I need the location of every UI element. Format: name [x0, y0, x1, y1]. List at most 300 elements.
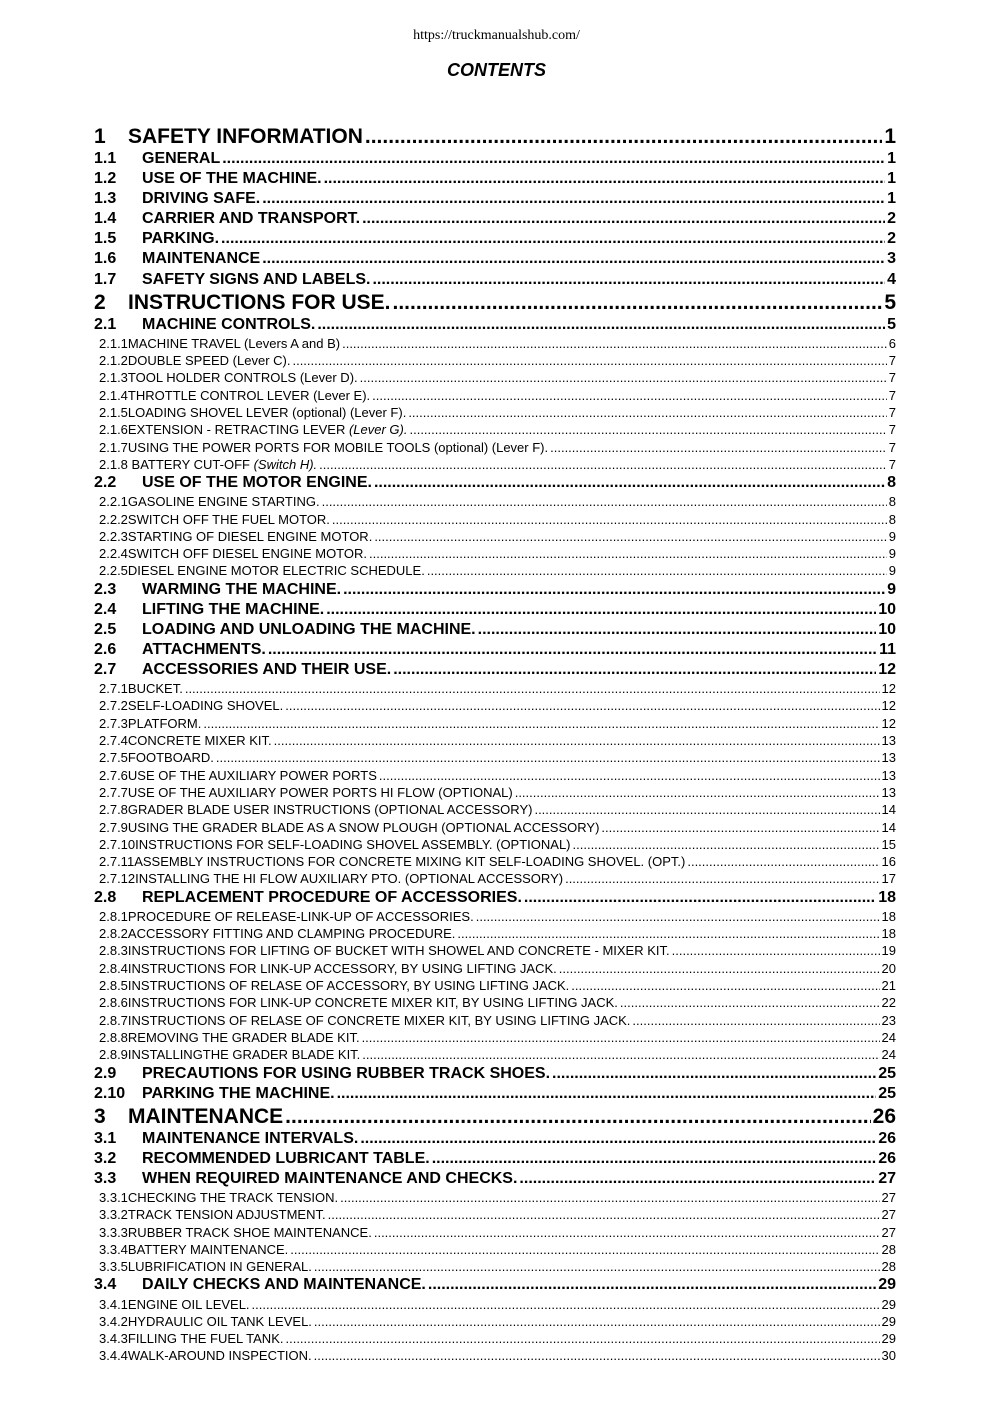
toc-entry[interactable] [94, 994, 896, 1011]
toc-entry-title-text: RUBBER TRACK SHOE MAINTENANCE. [127, 1224, 372, 1240]
toc-entry-title [128, 511, 330, 528]
toc-entry-page: 10 [878, 620, 896, 638]
toc-entry-title [128, 1104, 283, 1129]
toc-entry[interactable] [94, 942, 896, 959]
toc-entry-number: 2.7.10 [99, 836, 136, 852]
toc-entry[interactable] [94, 1149, 896, 1169]
dot-leader [374, 528, 886, 545]
toc-entry-page: 9 [888, 528, 896, 544]
toc-entry[interactable] [94, 124, 896, 149]
toc-entry-page: 29 [881, 1331, 896, 1347]
dot-leader [362, 209, 885, 229]
toc-entry-number: 2.4 [94, 600, 117, 618]
toc-entry-title-text: THROTTLE CONTROL LEVER (Lever E). [127, 387, 371, 403]
toc-entry-page: 2 [887, 210, 896, 228]
toc-entry[interactable] [94, 1012, 896, 1029]
toc-entry-title-text: REPLACEMENT PROCEDURE OF ACCESSORIES. [142, 888, 522, 906]
dot-leader [672, 942, 880, 959]
toc-entry-number: 3 [94, 1104, 106, 1128]
toc-entry-title-text: USE OF THE AUXILIARY POWER PORTS [127, 767, 377, 783]
toc-entry-title-text: INSTRUCTIONS FOR LIFTING OF BUCKET WITH SHOWEL AND CONCRETE - MIXER KIT. [127, 943, 670, 959]
toc-entry-number: 1.6 [94, 250, 117, 268]
toc-entry-page: 7 [888, 422, 896, 438]
toc-entry-title [128, 960, 557, 977]
dot-leader [324, 169, 886, 189]
toc-entry[interactable] [94, 660, 896, 680]
dot-leader [552, 1064, 876, 1084]
toc-entry-title [142, 1275, 426, 1295]
dot-leader [409, 421, 886, 438]
toc-entry-number: 2.7.1 [99, 681, 128, 697]
toc-entry-title-text: INSTRUCTIONS OF RELASE OF ACCESSORY, BY USING LIFTING JACK. [127, 978, 570, 994]
toc-entry-number: 2.1.2 [99, 353, 128, 369]
dot-leader [185, 680, 880, 697]
toc-entry-page: 10 [878, 600, 896, 618]
dot-leader [314, 1258, 880, 1275]
toc-entry-title-text: MACHINE TRAVEL (Levers A and B) [127, 335, 341, 351]
toc-entry-page: 7 [888, 456, 896, 472]
toc-entry[interactable] [94, 1064, 896, 1084]
toc-entry-number: 2 [94, 290, 106, 314]
toc-entry-title [128, 1313, 312, 1330]
toc-entry[interactable] [94, 315, 896, 335]
toc-entry[interactable] [94, 369, 896, 386]
dot-leader [216, 749, 880, 766]
toc-entry[interactable] [94, 1258, 896, 1275]
toc-entry[interactable] [94, 335, 896, 352]
toc-entry-number: 3.4.4 [99, 1348, 128, 1364]
toc-entry[interactable] [94, 732, 896, 749]
toc-entry-title [128, 290, 391, 315]
toc-entry-title [128, 369, 358, 386]
toc-entry-title-text: BUCKET. [127, 681, 183, 697]
toc-entry[interactable] [94, 1224, 896, 1241]
toc-entry-title [128, 1206, 326, 1223]
toc-entry-title-text: EXTENSION - RETRACTING LEVER [127, 422, 349, 438]
toc-entry-title [128, 335, 340, 352]
toc-entry-title-emphasis: (Lever G). [348, 422, 408, 438]
toc-entry-number: 2.8.5 [99, 978, 128, 994]
toc-entry-title-text: PLATFORM. [127, 715, 202, 731]
toc-entry-title-text: DAILY CHECKS AND MAINTENANCE. [142, 1276, 426, 1294]
toc-entry-number: 2.7 [94, 661, 117, 679]
toc-entry-title [128, 1224, 372, 1241]
toc-entry-title [128, 439, 548, 456]
toc-entry-title-text: REMOVING THE GRADER BLADE KIT. [127, 1029, 360, 1045]
toc-entry-number: 1.3 [94, 190, 117, 208]
toc-entry-title [128, 545, 367, 562]
toc-entry[interactable] [94, 767, 896, 784]
toc-entry[interactable] [94, 784, 896, 801]
toc-entry-number: 2.8.8 [99, 1029, 128, 1045]
toc-entry-page: 2 [887, 230, 896, 248]
dot-leader [326, 600, 876, 620]
toc-entry[interactable] [94, 640, 896, 660]
toc-entry-number: 2.6 [94, 640, 117, 658]
toc-entry-page: 22 [881, 995, 896, 1011]
toc-entry-number: 2.2.1 [99, 494, 128, 510]
toc-entry-title [128, 1046, 360, 1063]
toc-entry-title-emphasis: (Switch H). [253, 456, 318, 472]
toc-entry-number: 2.1.3 [99, 370, 128, 386]
toc-entry-page: 9 [888, 546, 896, 562]
toc-entry-title [142, 620, 476, 640]
toc-entry-number: 2.8.9 [99, 1047, 128, 1063]
toc-entry[interactable] [94, 1296, 896, 1313]
toc-entry[interactable] [94, 1241, 896, 1258]
toc-entry-number: 3.3.4 [99, 1241, 128, 1257]
toc-entry-number: 2.3 [94, 580, 117, 598]
toc-entry-title-text: USING THE GRADER BLADE AS A SNOW PLOUGH (OPTIONAL ACCESSORY) [127, 819, 600, 835]
dot-leader [374, 1224, 880, 1241]
toc-entry-title-text: FOOTBOARD. [127, 750, 214, 766]
toc-entry-page: 1 [884, 125, 896, 148]
toc-entry[interactable] [94, 209, 896, 229]
toc-entry-number: 3.3.3 [99, 1224, 128, 1240]
toc-entry-title-text: PARKING THE MACHINE. [142, 1084, 335, 1102]
toc-entry[interactable] [94, 511, 896, 528]
dot-leader [428, 1275, 876, 1295]
toc-entry[interactable] [94, 715, 896, 732]
toc-entry-title-text: TOOL HOLDER CONTROLS (Lever D). [127, 370, 358, 386]
toc-entry[interactable] [94, 1129, 896, 1149]
toc-entry[interactable] [94, 473, 896, 493]
dot-leader [687, 853, 879, 870]
dot-leader [393, 290, 883, 315]
dot-leader [515, 784, 880, 801]
toc-entry[interactable] [94, 387, 896, 404]
toc-entry[interactable] [94, 1189, 896, 1206]
dot-leader [620, 994, 880, 1011]
toc-entry-number: 3.4.2 [99, 1313, 128, 1329]
toc-entry-title-text: INSTRUCTIONS FOR LINK-UP CONCRETE MIXER KIT, BY USING LIFTING JACK. [127, 995, 618, 1011]
toc-entry[interactable] [94, 528, 896, 545]
toc-entry-page: 25 [878, 1064, 896, 1082]
toc-entry-number: 1.2 [94, 170, 117, 188]
toc-entry-page: 21 [881, 978, 896, 994]
toc-entry[interactable] [94, 749, 896, 766]
toc-entry-title-text: SAFETY SIGNS AND LABELS. [142, 270, 371, 288]
dot-leader [369, 545, 887, 562]
toc-entry-number: 2.8.6 [99, 995, 128, 1011]
toc-entry-number: 2.7.4 [99, 733, 128, 749]
toc-entry[interactable] [94, 169, 896, 189]
toc-entry-number: 2.8.7 [99, 1012, 128, 1028]
toc-entry[interactable] [94, 870, 896, 887]
toc-entry-title-text: ENGINE OIL LEVEL. [127, 1296, 250, 1312]
toc-entry-page: 19 [881, 943, 896, 959]
dot-leader [573, 836, 880, 853]
toc-entry-title-text: SWITCH OFF DIESEL ENGINE MOTOR. [127, 546, 367, 562]
toc-entry-page: 15 [881, 836, 896, 852]
toc-entry[interactable] [94, 1046, 896, 1063]
toc-entry-title [142, 209, 360, 229]
toc-entry-page: 13 [881, 750, 896, 766]
toc-entry-title [128, 1012, 631, 1029]
toc-entry[interactable] [94, 229, 896, 249]
toc-entry-title [128, 1330, 284, 1347]
dot-leader [314, 1313, 880, 1330]
toc-entry-title-text: FILLING THE FUEL TANK. [127, 1331, 284, 1347]
dot-leader [285, 1104, 870, 1129]
toc-entry-title [128, 942, 670, 959]
toc-entry-title [142, 660, 391, 680]
toc-entry-title [142, 189, 260, 209]
toc-entry-title-text: ASSEMBLY INSTRUCTIONS FOR CONCRETE MIXING KIT SELF-LOADING SHOVEL. (OPT.) [134, 854, 686, 870]
toc-entry[interactable] [94, 1347, 896, 1364]
toc-entry-title [128, 1347, 312, 1364]
toc-entry-title-text: PARKING. [142, 230, 220, 248]
toc-entry-title [128, 925, 455, 942]
toc-entry-title-text: GASOLINE ENGINE STARTING. [127, 494, 320, 510]
toc-entry-number: 2.1.4 [99, 387, 128, 403]
dot-leader [222, 149, 885, 169]
toc-entry-page: 18 [881, 926, 896, 942]
toc-entry-page: 12 [881, 681, 896, 697]
toc-entry-title [128, 977, 569, 994]
dot-leader [571, 977, 879, 994]
toc-entry-title [128, 1296, 250, 1313]
toc-entry-page: 27 [878, 1169, 896, 1187]
dot-leader [476, 908, 880, 925]
toc-entry-title [128, 801, 533, 818]
toc-entry[interactable] [94, 925, 896, 942]
toc-entry-title-text: CONCRETE MIXER KIT. [127, 733, 272, 749]
toc-entry-title-text: ATTACHMENTS. [142, 640, 266, 658]
toc-entry[interactable] [94, 580, 896, 600]
dot-leader [632, 1012, 879, 1029]
toc-entry-page: 27 [881, 1224, 896, 1240]
toc-entry[interactable] [94, 853, 896, 870]
toc-entry[interactable] [94, 697, 896, 714]
toc-entry-page: 5 [884, 290, 896, 314]
toc-entry[interactable] [94, 270, 896, 290]
toc-entry-page: 23 [881, 1012, 896, 1028]
toc-entry[interactable] [94, 149, 896, 169]
toc-entry-title [142, 600, 324, 620]
toc-entry-page: 29 [881, 1313, 896, 1329]
toc-entry[interactable] [94, 600, 896, 620]
toc-entry[interactable] [94, 189, 896, 209]
toc-entry-title-text: LOADING SHOVEL LEVER (optional) (Lever F). [127, 404, 407, 420]
dot-leader [319, 456, 887, 473]
dot-leader [221, 229, 885, 249]
toc-entry[interactable] [94, 801, 896, 818]
toc-entry[interactable] [94, 1313, 896, 1330]
toc-entry-title [142, 640, 266, 660]
dot-leader [268, 640, 877, 660]
toc-entry-page: 26 [878, 1129, 896, 1147]
toc-entry-number: 1 [94, 125, 106, 148]
toc-entry-page: 9 [887, 580, 896, 598]
dot-leader [362, 1046, 879, 1063]
toc-entry[interactable] [94, 249, 896, 269]
toc-entry-title-text: LIFTING THE MACHINE. [142, 600, 325, 618]
toc-entry-title-text: INSTALLINGTHE GRADER BLADE KIT. [127, 1047, 361, 1063]
toc-entry-title-text: SWITCH OFF THE FUEL MOTOR. [127, 511, 330, 527]
toc-entry-number: 2.1 [94, 315, 117, 333]
dot-leader [374, 473, 885, 493]
toc-entry-page: 3 [887, 250, 896, 268]
toc-entry-title-text: PRECAUTIONS FOR USING RUBBER TRACK SHOES. [142, 1064, 551, 1082]
toc-entry-number: 2.5 [94, 620, 117, 638]
toc-entry-title [142, 270, 370, 290]
toc-entry[interactable] [94, 493, 896, 510]
toc-entry-title-text: PROCEDURE OF RELEASE-LINK-UP OF ACCESSORIES. [127, 908, 474, 924]
toc-entry[interactable] [94, 819, 896, 836]
dot-leader [365, 124, 882, 149]
toc-entry[interactable] [94, 352, 896, 369]
toc-entry-title [128, 493, 320, 510]
toc-entry-page: 18 [881, 908, 896, 924]
dot-leader [285, 1330, 879, 1347]
toc-entry-number: 1.1 [94, 150, 117, 167]
dot-leader [457, 925, 879, 942]
toc-entry[interactable] [94, 1330, 896, 1347]
toc-entry[interactable] [94, 1275, 896, 1295]
dot-leader [408, 404, 886, 421]
dot-leader [343, 580, 885, 600]
toc-entry-number: 1.7 [94, 270, 117, 288]
dot-leader [290, 1241, 879, 1258]
toc-entry-title [142, 1149, 430, 1169]
toc-entry-number: 2.7.8 [99, 802, 128, 818]
toc-entry-page: 20 [881, 960, 896, 976]
toc-entry-title-text: TRACK TENSION ADJUSTMENT. [127, 1207, 326, 1223]
toc-entry-title-text: GENERAL [142, 150, 221, 167]
toc-entry-page: 8 [888, 511, 896, 527]
toc-entry-number: 3.3.5 [99, 1259, 128, 1275]
toc-entry[interactable] [94, 1029, 896, 1046]
dot-leader [524, 888, 876, 908]
toc-entry-title [142, 888, 522, 908]
toc-entry-title-text: INSTRUCTIONS FOR SELF-LOADING SHOVEL ASSEMBLY. (OPTIONAL) [135, 836, 571, 852]
toc-entry-title-text: USE OF THE MOTOR ENGINE. [142, 474, 372, 492]
toc-entry-number: 2.2 [94, 474, 117, 492]
toc-entry[interactable] [94, 1169, 896, 1189]
toc-entry[interactable] [94, 421, 896, 438]
toc-entry-title [128, 1029, 360, 1046]
toc-entry-page: 25 [878, 1084, 896, 1102]
dot-leader [372, 387, 887, 404]
toc-entry[interactable] [94, 1104, 896, 1129]
dot-leader [559, 960, 880, 977]
toc-entry-number: 2.1.6 [99, 422, 128, 438]
dot-leader [262, 189, 885, 209]
toc-entry[interactable] [94, 1206, 896, 1223]
toc-entry-number: 2.7.12 [99, 871, 136, 887]
toc-entry-number: 2.8 [94, 888, 117, 906]
toc-entry-title-text: ACCESSORY FITTING AND CLAMPING PROCEDURE. [127, 926, 456, 942]
toc-entry-title [128, 1258, 312, 1275]
toc-entry-title-text: CHECKING THE TRACK TENSION. [127, 1189, 339, 1205]
toc-entry[interactable] [94, 960, 896, 977]
toc-entry[interactable] [94, 977, 896, 994]
toc-entry-title [128, 404, 406, 421]
toc-entry-title-text: GRADER BLADE USER INSTRUCTIONS (OPTIONAL ACCESSORY) [127, 802, 533, 818]
dot-leader [432, 1149, 877, 1169]
toc-entry-number: 2.8.3 [99, 943, 128, 959]
toc-entry[interactable] [94, 888, 896, 908]
toc-entry[interactable] [94, 439, 896, 456]
toc-entry-title-text: DOUBLE SPEED (Lever C). [127, 353, 291, 369]
toc-entry-title [142, 315, 315, 335]
toc-entry-title [128, 697, 283, 714]
toc-entry[interactable] [94, 680, 896, 697]
toc-entry-page: 18 [878, 888, 896, 906]
toc-entry-number: 1.4 [94, 210, 117, 228]
dot-leader [332, 511, 887, 528]
toc-entry-title [142, 1064, 550, 1084]
toc-entry-title [128, 562, 425, 579]
toc-entry-number: 3.3.1 [99, 1189, 128, 1205]
toc-entry-title [128, 994, 618, 1011]
toc-entry-number: 2.2.4 [99, 546, 128, 562]
toc-entry-number: 2.1.1 [99, 335, 128, 351]
toc-entry[interactable] [94, 908, 896, 925]
toc-entry-number: 2.8.2 [99, 926, 128, 942]
toc-entry-title [128, 819, 600, 836]
dot-leader [285, 697, 879, 714]
toc-entry-page: 27 [881, 1207, 896, 1223]
toc-entry-title-text: INSTALLING THE HI FLOW AUXILIARY PTO. (OPTIONAL ACCESSORY) [135, 871, 564, 887]
toc-entry[interactable] [94, 836, 896, 853]
toc-entry[interactable] [94, 404, 896, 421]
toc-entry-title [135, 836, 570, 853]
toc-entry-title [128, 908, 474, 925]
toc-entry[interactable] [94, 456, 896, 473]
toc-entry-title-text: INSTRUCTIONS FOR LINK-UP ACCESSORY, BY USING LIFTING JACK. [127, 960, 557, 976]
toc-entry-page: 7 [888, 370, 896, 386]
toc-entry-page: 12 [881, 698, 896, 714]
toc-entry-number: 2.7.11 [99, 854, 135, 870]
toc-entry-page: 26 [878, 1149, 896, 1167]
toc-entry-title-text: LUBRIFICATION IN GENERAL. [127, 1259, 312, 1275]
toc-entry[interactable] [94, 545, 896, 562]
toc-entry[interactable] [94, 620, 896, 640]
toc-entry-title [128, 528, 372, 545]
toc-entry-page: 7 [888, 353, 896, 369]
toc-entry-page: 14 [881, 819, 896, 835]
toc-entry-title-text: INSTRUCTIONS FOR USE. [128, 290, 391, 314]
source-url[interactable]: https://truckmanualshub.com/ [413, 28, 580, 43]
dot-leader [360, 1129, 876, 1149]
toc-entry-title [128, 1241, 288, 1258]
toc-entry-page: 6 [888, 335, 896, 351]
toc-entry-title-text: WALK-AROUND INSPECTION. [127, 1348, 312, 1364]
toc-entry-title-text: WHEN REQUIRED MAINTENANCE AND CHECKS. [142, 1169, 518, 1187]
toc-entry-title [142, 249, 260, 269]
toc-entry-page: 7 [888, 387, 896, 403]
toc-entry-title [128, 732, 272, 749]
toc-entry-title [142, 473, 372, 493]
dot-leader [274, 732, 880, 749]
toc-entry-number: 3.3 [94, 1169, 117, 1187]
dot-leader [252, 1296, 880, 1313]
toc-entry-number: 2.7.3 [99, 715, 128, 731]
toc-entry[interactable] [94, 290, 896, 315]
toc-entry-title-text: RECOMMENDED LUBRICANT TABLE. [142, 1149, 430, 1167]
toc-entry-title [128, 124, 363, 149]
toc-entry-title [128, 387, 370, 404]
dot-leader [317, 315, 885, 335]
toc-entry-title [99, 456, 317, 473]
dot-leader [393, 660, 876, 680]
toc-entry[interactable] [94, 562, 896, 579]
toc-entry-title-text: USING THE POWER PORTS FOR MOBILE TOOLS (optional) (Lever F). [127, 439, 549, 455]
toc-entry[interactable] [94, 1084, 896, 1104]
dot-leader [372, 270, 885, 290]
